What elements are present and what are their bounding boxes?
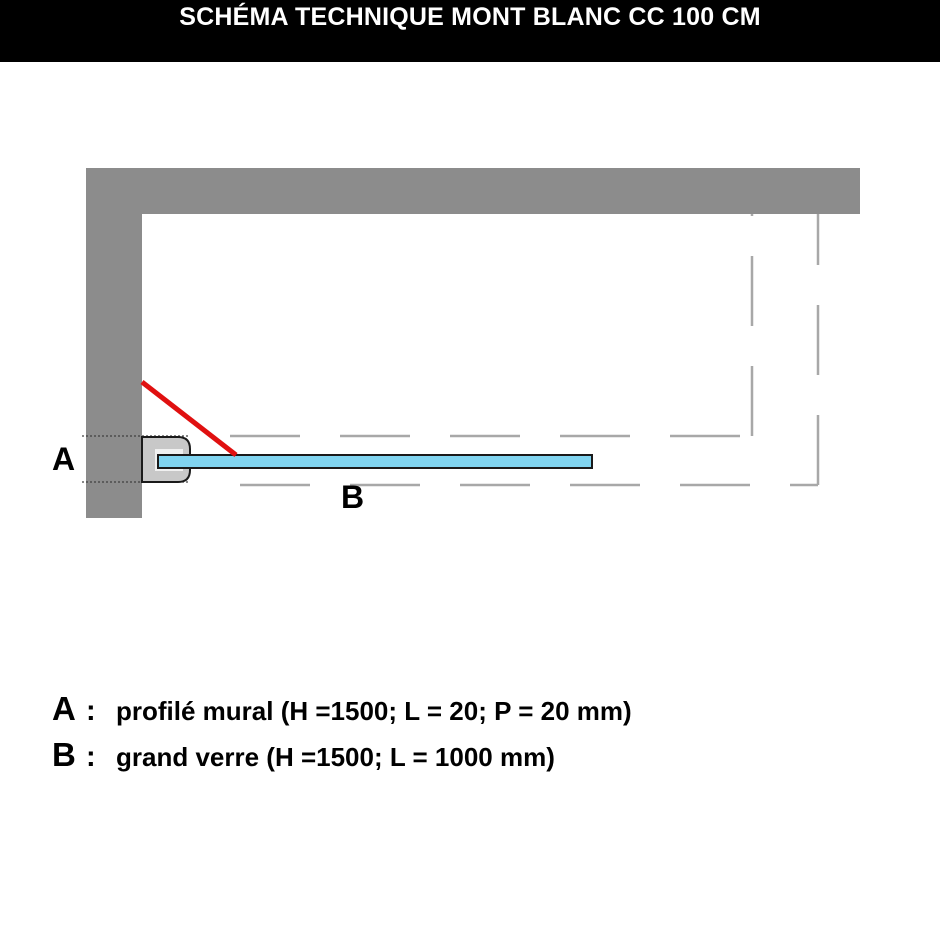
legend-colon: : bbox=[86, 695, 96, 727]
legend-text: profilé mural (H =1500; L = 20; P = 20 mm) bbox=[116, 696, 632, 726]
glass-panel bbox=[158, 455, 592, 468]
label-a: A bbox=[52, 441, 76, 477]
dashed-tray-outline bbox=[230, 214, 818, 485]
legend-letter: B bbox=[52, 736, 76, 773]
label-b: B bbox=[341, 479, 365, 515]
legend-colon: : bbox=[86, 741, 96, 773]
legend-item-a bbox=[52, 690, 632, 736]
legend bbox=[52, 690, 632, 782]
page-title: SCHÉMA TECHNIQUE MONT BLANC CC 100 CM bbox=[179, 3, 761, 31]
legend-text: grand verre (H =1500; L = 1000 mm) bbox=[116, 742, 555, 772]
legend-item-b bbox=[52, 736, 632, 782]
legend-letter: A bbox=[52, 690, 76, 727]
